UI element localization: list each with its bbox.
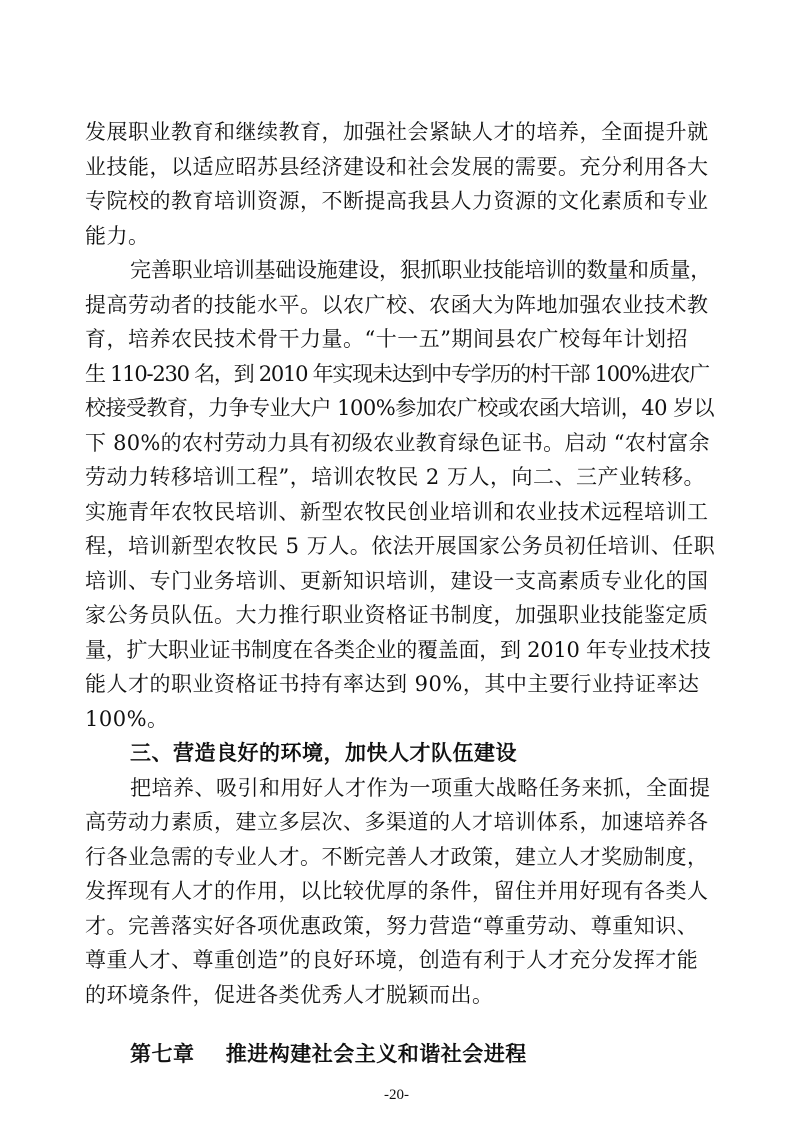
paragraph-2-line-9: 程，培训新型农牧民 5 万人。依法开展国家公务员初任培训、任职 xyxy=(85,534,716,558)
paragraph-2-line-10: 培训、专门业务培训、更新知识培训，建设一支高素质专业化的国 xyxy=(85,569,709,593)
paragraph-2-line-6: 下 80%的农村劳动力具有初级农业教育绿色证书。启动 “农村富余 xyxy=(85,431,710,455)
paragraph-2-line-13: 能人才的职业资格证书持有率达到 90%，其中主要行业持证率达 xyxy=(85,672,700,696)
paragraph-2-line-14: 100%。 xyxy=(85,707,169,731)
paragraph-2-line-1: 完善职业培训基础设施建设，狠抓职业技能培训的数量和质量， xyxy=(130,258,711,282)
paragraph-3-line-2: 高劳动力素质，建立多层次、多渠道的人才培训体系，加速培养各 xyxy=(85,810,709,834)
paragraph-1-line-4: 能力。 xyxy=(85,224,150,248)
paragraph-3-line-5: 才。完善落实好各项优惠政策，努力营造“尊重劳动、尊重知识、 xyxy=(85,914,699,938)
paragraph-1-line-2: 业技能，以适应昭苏县经济建设和社会发展的需要。充分利用各大 xyxy=(85,155,709,179)
paragraph-3-line-1: 把培养、吸引和用好人才作为一项重大战略任务来抓，全面提 xyxy=(130,776,711,800)
chapter-heading: 第七章 推进构建社会主义和谐社会进程 xyxy=(130,1041,527,1066)
paragraph-3-line-6: 尊重人才、尊重创造”的良好环境，创造有利于人才充分发挥才能 xyxy=(85,948,699,972)
page-number: -20- xyxy=(384,1087,409,1103)
paragraph-2-line-7: 劳动力转移培训工程”，培训农牧民 2 万人，向二、三产业转移。 xyxy=(85,465,705,489)
paragraph-2-line-5: 校接受教育，力争专业大户 100%参加农广校或农函大培训，40 岁以 xyxy=(85,396,715,420)
paragraph-1-line-3: 专院校的教育培训资源，不断提高我县人力资源的文化素质和专业 xyxy=(85,189,709,213)
section-3-heading: 三、营造良好的环境，加快人才队伍建设 xyxy=(130,740,517,765)
paragraph-2-line-8: 实施青年农牧民培训、新型农牧民创业培训和农业技术远程培训工 xyxy=(85,500,709,524)
paragraph-2-line-12: 量，扩大职业证书制度在各类企业的覆盖面，到 2010 年专业技术技 xyxy=(85,638,711,662)
paragraph-2-line-11: 家公务员队伍。大力推行职业资格证书制度，加强职业技能鉴定质 xyxy=(85,603,709,627)
paragraph-2-line-4: 生 110-230 名，到 2010 年实现未达到中专学历的村干部 100%进农广 xyxy=(85,362,709,386)
paragraph-1-line-1: 发展职业教育和继续教育，加强社会紧缺人才的培养，全面提升就 xyxy=(85,120,709,144)
paragraph-3-line-4: 发挥现有人才的作用，以比较优厚的条件，留住并用好现有各类人 xyxy=(85,879,709,903)
paragraph-3-line-3: 行各业急需的专业人才。不断完善人才政策，建立人才奖励制度， xyxy=(85,845,709,869)
paragraph-2-line-2: 提高劳动者的技能水平。以农广校、农函大为阵地加强农业技术教 xyxy=(85,293,709,317)
paragraph-2-line-3: 育，培养农民技术骨干力量。“十一五”期间县农广校每年计划招 xyxy=(85,327,688,351)
paragraph-3-line-7: 的环境条件，促进各类优秀人才脱颖而出。 xyxy=(85,983,494,1007)
